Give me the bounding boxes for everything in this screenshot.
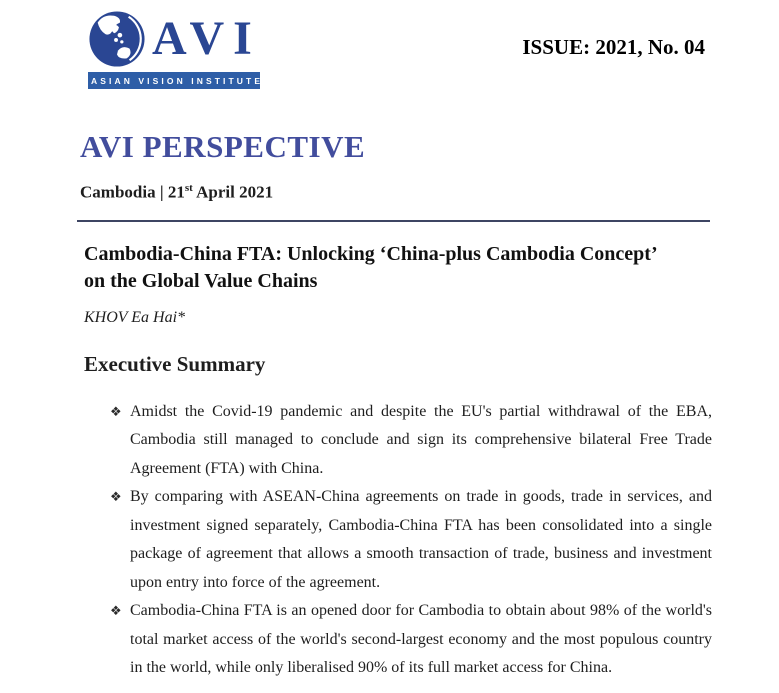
masthead-title: AVI PERSPECTIVE	[80, 129, 366, 164]
list-item-text: By comparing with ASEAN-China agreements on trade in goods, trade in services, and investment signed separately, Cambodia-China FTA has been consolidated into a single package of agreement that allows a smooth transaction of trade, business and investment upon entry into force of the agreement.	[130, 488, 712, 591]
issue-label: ISSUE: 2021, No. 04	[522, 35, 705, 59]
dateline	[80, 178, 779, 203]
diamond-bullet-icon: ❖	[110, 490, 122, 506]
list-item	[84, 597, 712, 683]
list-item	[84, 398, 712, 484]
list-item	[84, 483, 712, 597]
avi-logo	[88, 10, 264, 89]
dateline-pre: Cambodia | 21	[80, 182, 185, 202]
article-title: Cambodia-China FTA: Unlocking ‘China-plus Cambodia Concept’ on the Global Value Chains	[84, 242, 657, 292]
avi-logo-top	[88, 10, 261, 68]
executive-summary-list	[84, 398, 712, 683]
section-heading: Executive Summary	[84, 351, 266, 376]
list-item-text: Cambodia-China FTA is an opened door for Cambodia to obtain about 98% of the world's total market access of the world's second-largest economy and the most populous country in the world, while only liberalised 90% of its full market access for China.	[130, 602, 712, 677]
globe-icon	[88, 10, 146, 68]
list-item-text: Amidst the Covid-19 pandemic and despite the EU's partial withdrawal of the EBA, Cambodia still managed to conclude and sign its comprehensive bilateral Free Trade Agreement (FTA) with China.	[130, 402, 712, 477]
author-byline: KHOV Ea Hai*	[84, 308, 186, 326]
logo-acronym: AVI	[152, 12, 261, 65]
header-divider	[77, 220, 710, 222]
logo-banner: ASIAN VISION INSTITUTE	[88, 72, 260, 89]
diamond-bullet-icon: ❖	[110, 404, 122, 420]
dateline-post: April 2021	[192, 182, 274, 202]
diamond-bullet-icon: ❖	[110, 604, 122, 620]
dateline-ordinal: st	[184, 182, 193, 194]
article-body	[84, 241, 712, 683]
page-header	[0, 0, 779, 89]
